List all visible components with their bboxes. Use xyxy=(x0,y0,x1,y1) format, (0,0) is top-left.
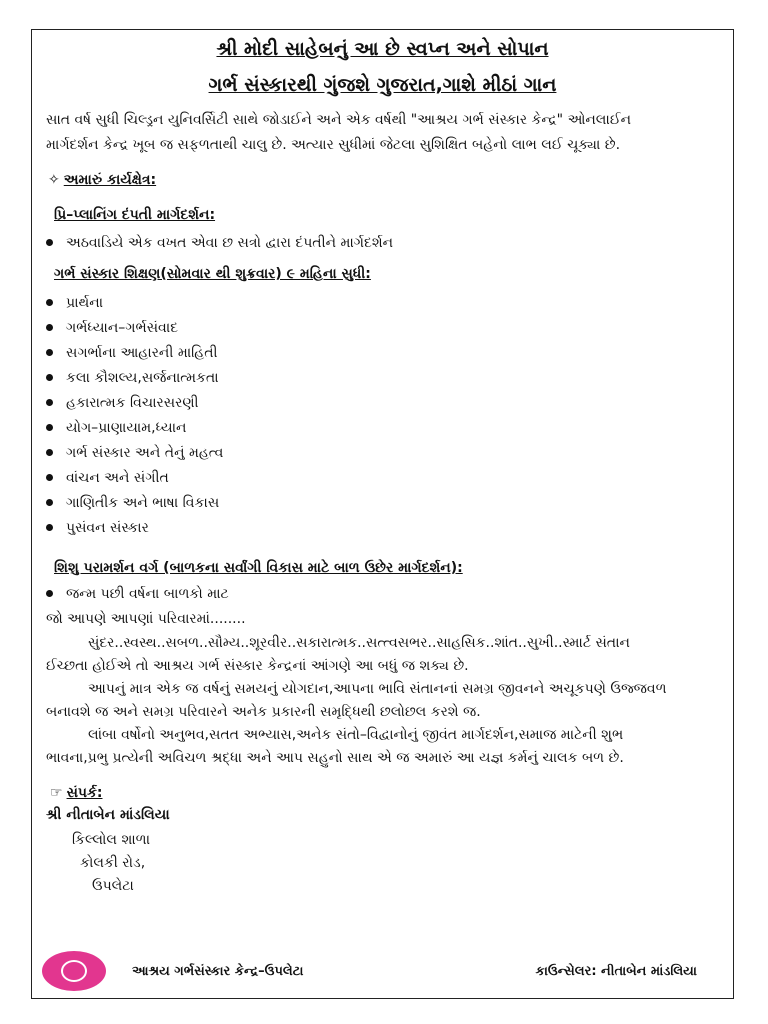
list-item: કલા કૌશલ્ય,સર્જનાત્મકતા xyxy=(46,370,219,386)
list-item: ગર્ભધ્યાન–ગર્ભસંવાદ xyxy=(46,320,178,336)
footer-center-name: આશ્રય ગર્ભસંસ્કાર કેન્દ્ર–ઉપલેટા xyxy=(132,964,304,979)
contact-name: શ્રી નીતાબેન માંડલિયા xyxy=(46,807,170,823)
list-item: પ્રાર્થના xyxy=(46,295,103,311)
list-item: યોગ–પ્રાણાયામ,ધ્યાન xyxy=(46,420,186,436)
bullet-icon xyxy=(46,374,53,381)
list-item: ગર્ભ સંસ્કાર અને તેનું મહત્વ xyxy=(46,445,223,461)
body-line-2: સુંદર..સ્વસ્થ..સબળ..સૌમ્ય..શૂરવીર..સકારાત્મક..સત્ત્વસભર..સાહસિક..શાંત..સુખી..સ્માર્ટ સંતાન xyxy=(88,635,630,651)
bullet-icon xyxy=(46,324,53,331)
body-line-7: ભાવના,પ્રભુ પ્રત્યેની અવિચળ શ્રદ્ધા અને આપ સહુનો સાથ એ જ અમારું આ યજ્ઞ કર્મનું ચાલક બળ છે. xyxy=(46,750,624,766)
sub-title: ગર્ભ સંસ્કારથી ગુંજશે ગુજરાત,ગાશે મીઠાં ગાન xyxy=(208,74,557,96)
body-line-5: બનાવશે જ અને સમગ્ર પરિવારને અનેક પ્રકારની સમૃદ્ધિથી છલોછલ કરશે જ. xyxy=(46,704,481,720)
intro-line-2: માર્ગદર્શન કેન્દ્ર ખૂબ જ સફળતાથી ચાલુ છે. અત્યાર સુધીમાં જેટલા સુશિક્ષિત બહેનો લાભ લઈ ચૂક્યા છે. xyxy=(46,137,621,153)
body-line-4: આપનું માત્ર એક જ વર્ષનું સમયનું યોગદાન,આપના ભાવિ સંતાનનાં સમગ્ર જીવનને અચૂકપણે ઉજ્જવળ xyxy=(88,681,667,697)
list-item: જન્મ પછી વર્ષના બાળકો માટ xyxy=(46,586,229,602)
list-item: પુસંવન સંસ્કાર xyxy=(46,520,149,536)
document-page xyxy=(31,29,734,999)
contact-heading: ☞ સંપર્ક: xyxy=(50,785,103,801)
bullet-icon xyxy=(46,349,53,356)
bullet-icon xyxy=(46,590,53,597)
bullet-icon xyxy=(46,524,53,531)
address-line-2: કોલકી રોડ, xyxy=(80,855,146,871)
shishu-heading: શિશુ પરામર્શન વર્ગ (બાળકના સર્વાંગી વિકાસ માટે બાળ ઉછેર માર્ગદર્શન): xyxy=(54,560,463,576)
list-item: સગર્ભાના આહારની માહિતી xyxy=(46,345,218,361)
body-line-1: જો આપણે આપણાં પરિવારમાં........ xyxy=(46,611,246,627)
bullet-icon xyxy=(46,499,53,506)
bullet-icon xyxy=(46,449,53,456)
garbh-heading: ગર્ભ સંસ્કાર શિક્ષણ(સોમવાર થી શુક્રવાર) ૯ મહિના સુધી: xyxy=(54,266,371,282)
bullet-icon xyxy=(46,424,53,431)
main-title: શ્રી મોદી સાહેબનું આ છે સ્વપ્ન અને સોપાન xyxy=(216,38,549,60)
body-line-3: ઈચ્છતા હોઈએ તો આશ્રય ગર્ભ સંસ્કાર કેન્દ્રનાં આંગણે આ બધું જ શક્ય છે. xyxy=(46,658,469,674)
preplanning-heading: પ્રિ–પ્લાનિંગ દંપતી માર્ગદર્શન: xyxy=(54,207,216,223)
sparkle-icon: ✧ xyxy=(48,172,60,188)
list-item: વાંચન અને સંગીત xyxy=(46,470,169,486)
address-line-1: કિલ્લોલ શાળા xyxy=(72,832,151,848)
center-logo-icon xyxy=(42,951,106,991)
footer-counselor: કાઉન્સેલર: નીતાબેન માંડલિયા xyxy=(535,964,697,979)
bullet-icon xyxy=(46,239,53,246)
list-item: અઠવાડિયે એક વખત એવા છ સત્રો દ્વારા દંપતીને માર્ગદર્શન xyxy=(46,235,393,251)
body-line-6: લાંબા વર્ષોનો અનુભવ,સતત અભ્યાસ,અનેક સંતો–વિદ્વાનોનું જીવંત માર્ગદર્શન,સમાજ માટેની શુભ xyxy=(88,727,624,743)
list-item: ગાણિતીક અને ભાષા વિકાસ xyxy=(46,495,219,511)
bullet-icon xyxy=(46,299,53,306)
list-item: હકારાત્મક વિચારસરણી xyxy=(46,395,199,411)
intro-line-1: સાત વર્ષ સુધી ચિલ્ડ્રન યુનિવર્સિટી સાથે જોડાઈને અને એક વર્ષથી "આશ્રય ગર્ભ સંસ્કાર કેન્દ્ર" ઓનલાઈન xyxy=(46,112,632,128)
work-area-heading: ✧ અમારું કાર્યક્ષેત્ર: xyxy=(48,172,157,188)
address-line-3: ઉપલેટા xyxy=(92,878,134,894)
pointing-hand-icon: ☞ xyxy=(50,785,63,801)
bullet-icon xyxy=(46,474,53,481)
bullet-icon xyxy=(46,399,53,406)
